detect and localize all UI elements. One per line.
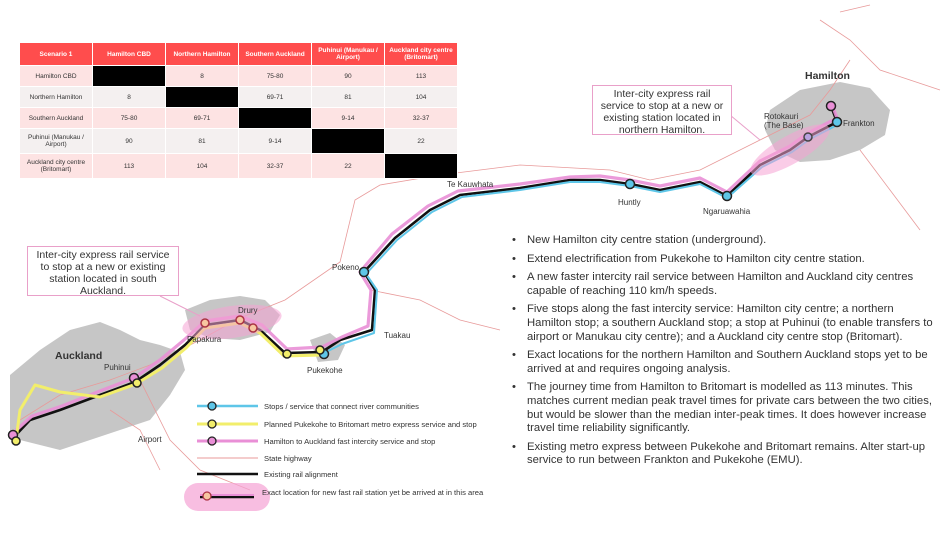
list-item: • Existing metro express between Pukekohe and Britomart remains. Alter start-up service to run between Frankton and Pukekohe (EMU).: [510, 441, 940, 468]
table-row-label: Auckland city centre (Britomart): [20, 154, 93, 179]
station-metro-2[interactable]: [316, 346, 324, 354]
station-drury-1[interactable]: [236, 316, 244, 324]
label-pukekohe: Pukekohe: [307, 366, 343, 375]
table-header-row: [20, 43, 458, 66]
list-item: • The journey time from Hamilton to Britomart is modelled as 113 minutes. This matches current median peak travel times for private cars between the two cities, but would be slower than the median inter-peak times. It does however increase travel time reliability significantly.: [510, 381, 940, 435]
station-hamilton[interactable]: [827, 102, 836, 111]
station-drury-2[interactable]: [249, 324, 257, 332]
table-cell: 69-71: [166, 108, 239, 129]
table-cell: [312, 129, 385, 154]
table-cell: 75-80: [93, 108, 166, 129]
legend-river-stop: [208, 402, 216, 410]
table-cell: 22: [312, 154, 385, 179]
table-cell: 113: [93, 154, 166, 179]
south-auckland-callout: Inter-city express rail service to stop at a new or existing station located in south Auckland.: [27, 246, 179, 296]
table-row-label: Southern Auckland: [20, 108, 93, 129]
label-hamilton: Hamilton: [805, 70, 850, 82]
table-row-label: Puhinui (Manukau / Airport): [20, 129, 93, 154]
table-col-header: Hamilton CBD: [93, 43, 166, 66]
table-col-header: Puhinui (Manukau / Airport): [312, 43, 385, 66]
legend-metro-stop: [208, 420, 216, 428]
table-row: [20, 154, 458, 179]
table-cell: 8: [93, 87, 166, 108]
state-highway: [860, 150, 920, 230]
table-cell: 9-14: [239, 129, 312, 154]
legend-existing-label: Existing rail alignment: [264, 470, 338, 479]
table-col-header: Northern Hamilton: [166, 43, 239, 66]
label-rotokauri: Rotokauri: [764, 112, 799, 121]
station-huntly[interactable]: [626, 180, 635, 189]
label-tuakau: Tuakau: [384, 331, 411, 340]
table-cell: 90: [312, 66, 385, 87]
label-puhinui: Puhinui: [104, 363, 131, 372]
station-airport-link[interactable]: [133, 379, 141, 387]
table-cell: 90: [93, 129, 166, 154]
table-row: [20, 87, 458, 108]
north-callout-pointer: [730, 115, 760, 140]
table-cell: 75-80: [239, 66, 312, 87]
table-cell: [166, 87, 239, 108]
legend-highway-label: State highway: [264, 454, 312, 463]
label-huntly: Huntly: [618, 198, 641, 207]
label-the-base: (The Base): [764, 121, 804, 130]
label-airport: Airport: [138, 435, 162, 444]
station-britomart-metro[interactable]: [12, 437, 20, 445]
station-pokeno[interactable]: [360, 268, 369, 277]
table-cell: 81: [166, 129, 239, 154]
label-ngaruawahia: Ngaruawahia: [703, 207, 751, 216]
table-row: [20, 108, 458, 129]
table-col-header: Southern Auckland: [239, 43, 312, 66]
table-cell: 69-71: [239, 87, 312, 108]
table-cell: 104: [385, 87, 458, 108]
table-row-label: Hamilton CBD: [20, 66, 93, 87]
travel-time-table: [19, 42, 458, 179]
legend-intercity-label: Hamilton to Auckland fast intercity service and stop: [264, 437, 436, 446]
table-cell: [239, 108, 312, 129]
table-cell: 9-14: [312, 108, 385, 129]
table-col-header: Auckland city centre (Britomart): [385, 43, 458, 66]
list-item: • Extend electrification from Pukekohe to Hamilton city centre station.: [510, 253, 940, 267]
plan-summary-list: [510, 234, 940, 473]
table-cell: 32-37: [385, 108, 458, 129]
list-item: • New Hamilton city centre station (underground).: [510, 234, 940, 248]
station-ngaruawahia[interactable]: [723, 192, 732, 201]
station-rotokauri[interactable]: [804, 133, 812, 141]
station-frankton[interactable]: [833, 118, 842, 127]
table-cell: [385, 154, 458, 179]
legend-intercity-stop: [208, 437, 216, 445]
label-papakura: Papakura: [187, 335, 222, 344]
legend-metro-label: Planned Pukekohe to Britomart metro express service and stop: [264, 420, 477, 429]
north-hamilton-callout: Inter-city express rail service to stop at a new or existing station located in northern Hamilton.: [592, 85, 732, 135]
table-cell: 113: [385, 66, 458, 87]
table-corner: Scenario 1: [20, 43, 93, 66]
label-te-kauwhata: Te Kauwhata: [447, 180, 494, 189]
legend-river-label: Stops / service that connect river communities: [264, 402, 419, 411]
legend: [184, 402, 484, 511]
label-drury: Drury: [238, 306, 258, 315]
table-row-label: Northern Hamilton: [20, 87, 93, 108]
south-callout-pointer: [160, 296, 200, 316]
legend-zone-stop: [203, 492, 211, 500]
table-cell: 8: [166, 66, 239, 87]
label-frankton: Frankton: [843, 119, 875, 128]
table-cell: 104: [166, 154, 239, 179]
legend-zone-label: Exact location for new fast rail station yet be arrived at in this area: [262, 488, 484, 497]
table-cell: [93, 66, 166, 87]
table-cell: 22: [385, 129, 458, 154]
list-item: • Exact locations for the northern Hamilton and Southern Auckland stops yet to be arrived at and requires ongoing analysis.: [510, 349, 940, 376]
table-row: [20, 66, 458, 87]
label-auckland: Auckland: [55, 350, 103, 362]
list-item: • Five stops along the fast intercity service: Hamilton city centre; a northern Hamilton stop; a southern Auckland stop; a stop at Puhinui (to enable transfers to airport or Manukau city centre); and a Auckland city centre stop (Britomart).: [510, 303, 940, 344]
table-row: [20, 129, 458, 154]
station-metro-1[interactable]: [283, 350, 291, 358]
state-highway: [840, 5, 870, 12]
label-pokeno: Pokeno: [332, 263, 360, 272]
table-cell: 81: [312, 87, 385, 108]
state-highway: [370, 290, 500, 330]
list-item: • A new faster intercity rail service between Hamilton and Auckland city centres capable of reaching 110 km/h speeds.: [510, 271, 940, 298]
station-papakura[interactable]: [201, 319, 209, 327]
table-cell: 32-37: [239, 154, 312, 179]
